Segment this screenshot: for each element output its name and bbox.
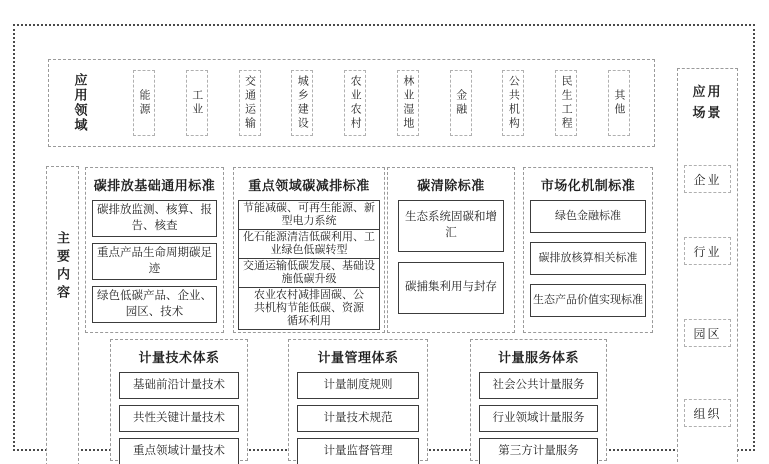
metrology-item: 社会公共计量服务 xyxy=(479,372,598,399)
group-items xyxy=(297,372,419,464)
standards-column-basic-general xyxy=(85,167,224,333)
metrology-item: 共性关键计量技术 xyxy=(119,405,239,432)
column-items xyxy=(92,200,217,323)
metrology-item: 重点领域计量技术 xyxy=(119,438,239,464)
standard-item: 生态系统固碳和增汇 xyxy=(398,200,504,252)
domain-item-label: 林业湿地 xyxy=(401,75,414,131)
metrology-item: 计量制度规则 xyxy=(297,372,419,399)
standard-item: 生态产品价值实现标准 xyxy=(530,284,646,317)
standard-item: 重点产品生命周期碳足迹 xyxy=(92,243,217,280)
domain-item-label: 其他 xyxy=(612,89,625,117)
standard-item: 碳排放核算相关标准 xyxy=(530,242,646,275)
metrology-item: 基础前沿计量技术 xyxy=(119,372,239,399)
scenario-item-park: 园区 xyxy=(684,319,731,347)
metrology-item: 计量技术规范 xyxy=(297,405,419,432)
application-scenarios-label: 应用场景 xyxy=(692,84,723,120)
column-title: 碳排放基础通用标准 xyxy=(93,178,216,193)
domain-item-livelihood xyxy=(555,70,577,136)
domain-item-label: 农业农村 xyxy=(349,75,362,131)
domain-item-forestry xyxy=(397,70,419,136)
column-items xyxy=(530,200,646,317)
domain-item-public-institutions xyxy=(502,70,524,136)
standard-item: 绿色金融标准 xyxy=(530,200,646,233)
column-title: 碳清除标准 xyxy=(417,178,485,193)
column-title: 市场化机制标准 xyxy=(540,178,636,193)
domain-item-label: 城乡建设 xyxy=(296,75,309,131)
standard-item: 节能减碳、可再生能源、新型电力系统 xyxy=(243,202,375,227)
scenario-item-enterprise: 企业 xyxy=(684,165,731,193)
column-title: 重点领域碳减排标准 xyxy=(248,178,370,193)
application-domains-band xyxy=(48,59,655,147)
main-content-band xyxy=(46,166,79,464)
column-items xyxy=(398,200,504,314)
group-title: 计量服务体系 xyxy=(497,350,579,365)
group-title: 计量管理体系 xyxy=(317,350,399,365)
domain-item-label: 民生工程 xyxy=(560,75,573,131)
standard-item: 绿色低碳产品、企业、园区、技术 xyxy=(92,286,217,323)
standard-item: 碳捕集利用与封存 xyxy=(398,262,504,314)
column-items xyxy=(238,200,380,330)
scenario-item-organization: 组织 xyxy=(684,399,731,427)
main-content-label-wrap xyxy=(47,167,78,464)
group-items xyxy=(119,372,239,464)
domain-item-label: 能源 xyxy=(138,89,150,117)
standard-item: 碳排放监测、核算、报告、核查 xyxy=(92,200,217,237)
domain-item-energy xyxy=(133,70,155,136)
group-items xyxy=(479,372,598,464)
standards-column-carbon-removal xyxy=(387,167,515,333)
metrology-group-technology xyxy=(110,339,248,461)
domain-item-label: 工业 xyxy=(190,89,203,117)
metrology-item: 第三方计量服务 xyxy=(479,438,598,464)
domain-item-agriculture xyxy=(344,70,366,136)
domain-item-urban-rural xyxy=(291,70,313,136)
metrology-item: 行业领域计量服务 xyxy=(479,405,598,432)
domain-item-label: 交通运输 xyxy=(243,75,256,131)
domain-item-transport xyxy=(239,70,261,136)
standard-item: 交通运输低碳发展、基础设施低碳升级 xyxy=(239,258,379,287)
scenario-item-industry: 行业 xyxy=(684,237,731,265)
metrology-group-management xyxy=(288,339,428,461)
main-content-label: 主要内容 xyxy=(55,231,70,303)
outer-frame xyxy=(13,24,755,457)
metrology-item: 计量监督管理 xyxy=(297,438,419,464)
standard-item: 化石能源清洁低碳利用、工业绿色低碳转型 xyxy=(239,229,379,258)
domain-item-other xyxy=(608,70,630,136)
group-title: 计量技术体系 xyxy=(138,350,220,365)
application-domains-items xyxy=(133,60,630,146)
domain-item-finance xyxy=(450,70,472,136)
metrology-group-service xyxy=(470,339,607,461)
application-scenarios-band xyxy=(677,68,738,464)
application-domains-label: 应用领域 xyxy=(72,73,88,133)
domain-item-industry xyxy=(186,70,208,136)
domain-item-label: 公共机构 xyxy=(507,75,520,131)
standard-item: 农业农村减排固碳、公共机构节能低碳、资源循环利用 xyxy=(239,287,379,329)
standards-column-market-mechanism xyxy=(523,167,653,333)
application-domains-label-wrap xyxy=(59,60,101,146)
domain-item-label: 金融 xyxy=(454,89,467,117)
standards-column-key-areas-reduction xyxy=(233,167,385,333)
